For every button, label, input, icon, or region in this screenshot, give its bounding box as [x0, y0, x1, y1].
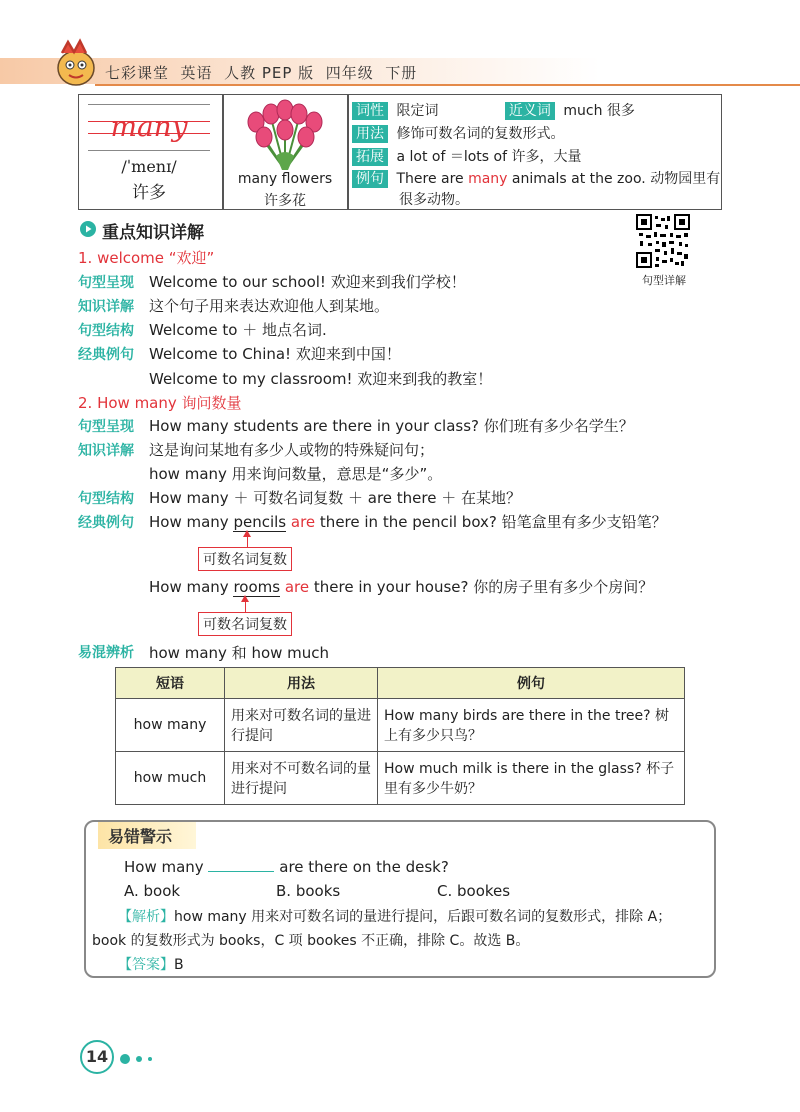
tag-usage: 用法	[352, 125, 388, 143]
point2-example2	[149, 576, 653, 597]
mascot-icon	[52, 38, 100, 88]
table-cell-usage: 用来对可数名词的量进行提问	[225, 699, 378, 752]
table-cell-example: How many birds are there in the tree? 树上有多少只鸟？	[378, 699, 685, 752]
point1-text-example1: Welcome to China! 欢迎来到中国！	[149, 345, 401, 363]
arrow-line	[247, 536, 248, 547]
page-dot	[120, 1054, 130, 1064]
tag-synonym: 近义词	[505, 102, 555, 120]
answer-value: B	[174, 957, 184, 973]
answer-line	[118, 954, 184, 974]
header-rule	[95, 84, 800, 86]
vocab-row-usage	[352, 123, 564, 143]
arrow-line	[245, 601, 246, 612]
point2-label-explain: 知识详解	[78, 443, 134, 459]
point1-text-example2: Welcome to my classroom! 欢迎来到我的教室！	[149, 370, 493, 388]
analysis-line-2: book 的复数形式为 books，C 项 bookes 不正确，排除 C。故选 B。	[92, 933, 530, 949]
point2-label-example: 经典例句	[78, 515, 134, 531]
analysis-line-1	[118, 906, 671, 926]
vocab-row-pos	[352, 100, 635, 120]
point2-text-pattern: How many students are there in your class? 你们班有多少名学生？	[149, 417, 634, 435]
point2-text-explain2: how many 用来询问数量，意思是“多少”。	[149, 465, 443, 483]
play-circle-icon	[80, 221, 96, 237]
vocab-extend-text: a lot of ＝lots of 许多，大量	[396, 149, 582, 165]
answer-tag: 【答案】	[118, 957, 174, 973]
confuse-label: 易混辨析	[78, 645, 134, 661]
tag-pos: 词性	[352, 102, 388, 120]
question-pre: How many	[124, 858, 204, 876]
point2-title: 2. How many 询问数量	[78, 394, 242, 412]
table-row	[116, 699, 685, 752]
point2-text-structure: How many ＋ 可数名词复数 ＋ are there ＋ 在某地？	[149, 489, 521, 507]
writing-line	[88, 150, 210, 151]
table-header-row	[116, 668, 685, 699]
point2-label-structure: 句型结构	[78, 491, 134, 507]
point1-text-pattern: Welcome to our school! 欢迎来到我们学校！	[149, 273, 466, 291]
tulips-image	[236, 96, 334, 170]
option-b: B. books	[276, 882, 341, 900]
page-number: 14	[80, 1040, 114, 1074]
ex1-part-c: there in the pencil box? 铅笔盒里有多少支铅笔？	[315, 513, 667, 531]
vocab-divider	[222, 94, 224, 210]
confuse-text: how many 和 how much	[149, 644, 330, 662]
point1-label-pattern: 句型呈现	[78, 275, 134, 291]
warning-question	[124, 858, 449, 876]
point1-label-explain: 知识详解	[78, 299, 134, 315]
point2-label-pattern: 句型呈现	[78, 419, 134, 435]
point2-example1	[149, 511, 667, 532]
vocab-synonym-text: much 很多	[563, 103, 635, 119]
ex2-part-a: How many	[149, 578, 234, 596]
vocab-usage-text: 修饰可数名词的复数形式。	[396, 126, 565, 142]
page-dot	[148, 1057, 152, 1061]
ex1-are: are	[290, 513, 316, 531]
note-box-2: 可数名词复数	[198, 612, 292, 636]
note-box-1: 可数名词复数	[198, 547, 292, 571]
option-a: A. book	[124, 882, 181, 900]
image-caption-zh: 许多花	[264, 193, 306, 209]
table-header: 短语	[116, 668, 225, 699]
section-title: 重点知识详解	[102, 223, 204, 243]
ex2-part-c: there in your house? 你的房子里有多少个房间？	[309, 578, 654, 596]
question-post: are there on the desk?	[279, 858, 449, 876]
writing-line	[88, 104, 210, 105]
warning-title: 易错警示	[98, 822, 196, 849]
qr-caption: 句型详解	[642, 274, 686, 287]
point1-title: 1. welcome “欢迎”	[78, 249, 215, 267]
vocab-phonetic: /ˈmenɪ/	[121, 157, 177, 176]
point1-label-example: 经典例句	[78, 347, 134, 363]
ex2-noun: rooms	[233, 578, 281, 596]
point1-label-structure: 句型结构	[78, 323, 134, 339]
table-cell-example: How much milk is there in the glass? 杯子里有多少牛奶？	[378, 752, 685, 805]
point1-text-structure: Welcome to ＋ 地点名词.	[149, 321, 327, 339]
vocab-word: many	[110, 110, 188, 143]
comparison-table	[115, 667, 685, 805]
vocab-row-example	[352, 168, 720, 188]
vocab-example-cont: 很多动物。	[399, 192, 469, 208]
tag-extend: 拓展	[352, 148, 388, 166]
answer-blank	[208, 871, 274, 872]
table-cell-phrase: how many	[116, 699, 225, 752]
vocab-row-extend	[352, 146, 581, 166]
page-dot	[136, 1056, 142, 1062]
table-header: 用法	[225, 668, 378, 699]
ex1-noun: pencils	[233, 513, 287, 531]
vocab-example-post: animals at the zoo. 动物园里有	[507, 171, 721, 187]
analysis-text-1: how many 用来对可数名词的量进行提问，后跟可数名词的复数形式，排除 A；	[174, 909, 672, 925]
table-header: 例句	[378, 668, 685, 699]
analysis-tag: 【解析】	[118, 909, 174, 925]
point1-text-explain: 这个句子用来表达欢迎他人到某地。	[149, 297, 390, 315]
ex1-part-a: How many	[149, 513, 234, 531]
image-caption-en: many flowers	[237, 171, 333, 187]
vocab-divider	[347, 94, 349, 210]
point2-text-explain1: 这是询问某地有多少人或物的特殊疑问句；	[149, 441, 435, 459]
option-c: C. bookes	[437, 882, 511, 900]
table-cell-phrase: how much	[116, 752, 225, 805]
vocab-example-pre: There are	[396, 171, 469, 187]
vocab-example-highlight: many	[468, 171, 508, 187]
qr-code-icon	[636, 214, 690, 268]
vocab-meaning: 许多	[132, 183, 166, 203]
table-cell-usage: 用来对不可数名词的量进行提问	[225, 752, 378, 805]
table-row	[116, 752, 685, 805]
header-title: 七彩课堂 英语 人教 PEP 版 四年级 下册	[105, 64, 418, 82]
ex2-are: are	[284, 578, 310, 596]
vocab-pos-text: 限定词	[396, 103, 439, 119]
tag-example: 例句	[352, 170, 388, 188]
